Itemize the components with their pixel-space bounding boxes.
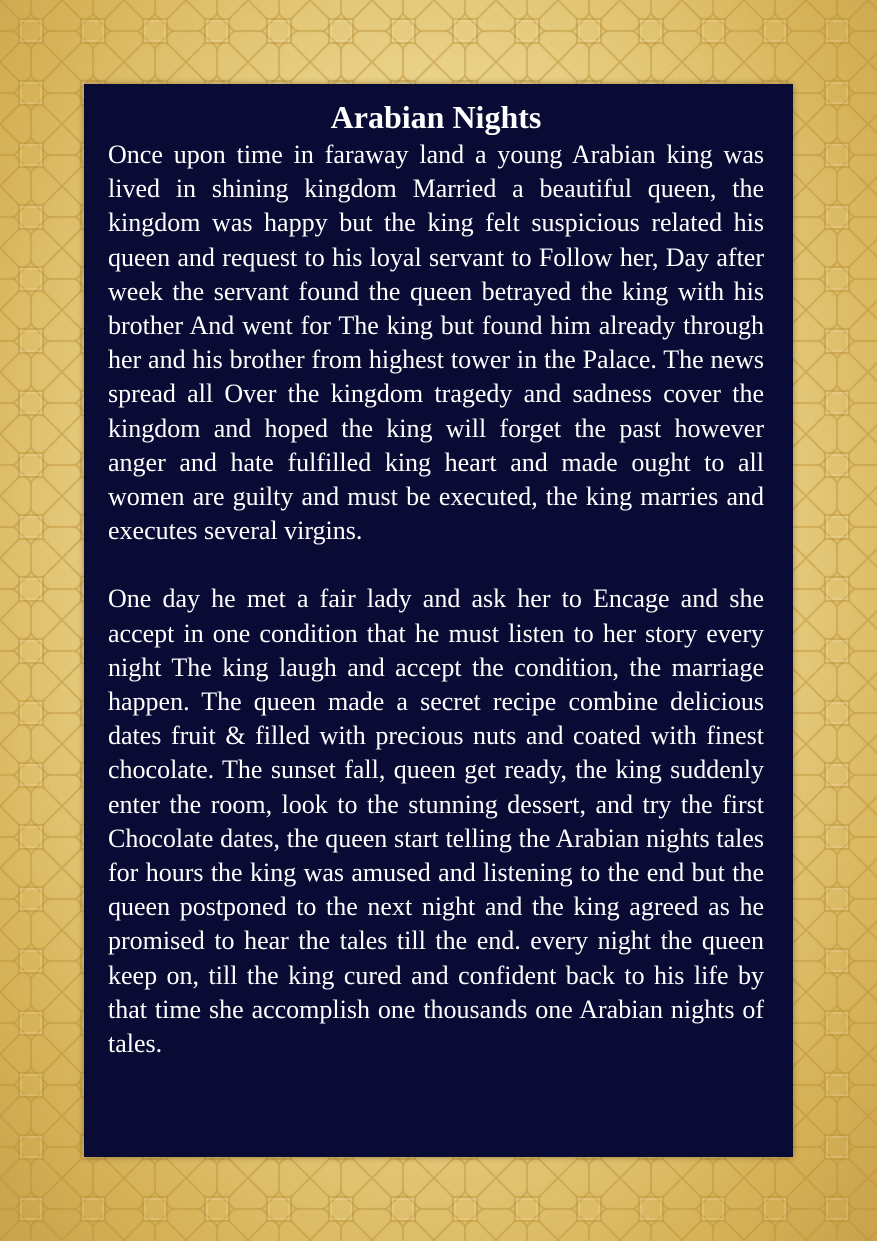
story-paragraph-2: One day he met a fair lady and ask her to Encage and she accept in one condition that he must listen to her story every night The king laugh and accept the condition, the marriage happen. The queen made a secret recipe combine delicious dates fruit & filled with precious nuts and coated with finest chocolate. The sunset fall, queen get ready, the king suddenly enter the room, look to the stunning dessert, and try the first Chocolate dates, the queen start telling the Arabian nights tales for hours the king was amused and listening to the end but the queen postponed to the next night and the king agreed as he promised to hear the tales till the end. every night the queen keep on, till the king cured and confident back to his life by that time she accomplish one thousands one Arabian nights of tales. (108, 584, 764, 1059)
story-title: Arabian Nights (330, 99, 542, 135)
story-paragraph-1: Once upon time in faraway land a young Arabian king was lived in shining kingdom Married a beautiful queen, the kingdom was happy but the king felt suspicious related his queen and request to his loyal servant to Follow her, Day after week the servant found the queen betrayed the king with his brother And went for The king but found him already through her and his brother from highest tower in the Palace. The news spread all Over the kingdom tragedy and sadness cover the kingdom and hoped the king will forget the past however anger and hate fulfilled king heart and made ought to all women are guilty and must be executed, the king marries and executes several virgins. (108, 140, 764, 546)
story-panel (84, 84, 793, 1157)
